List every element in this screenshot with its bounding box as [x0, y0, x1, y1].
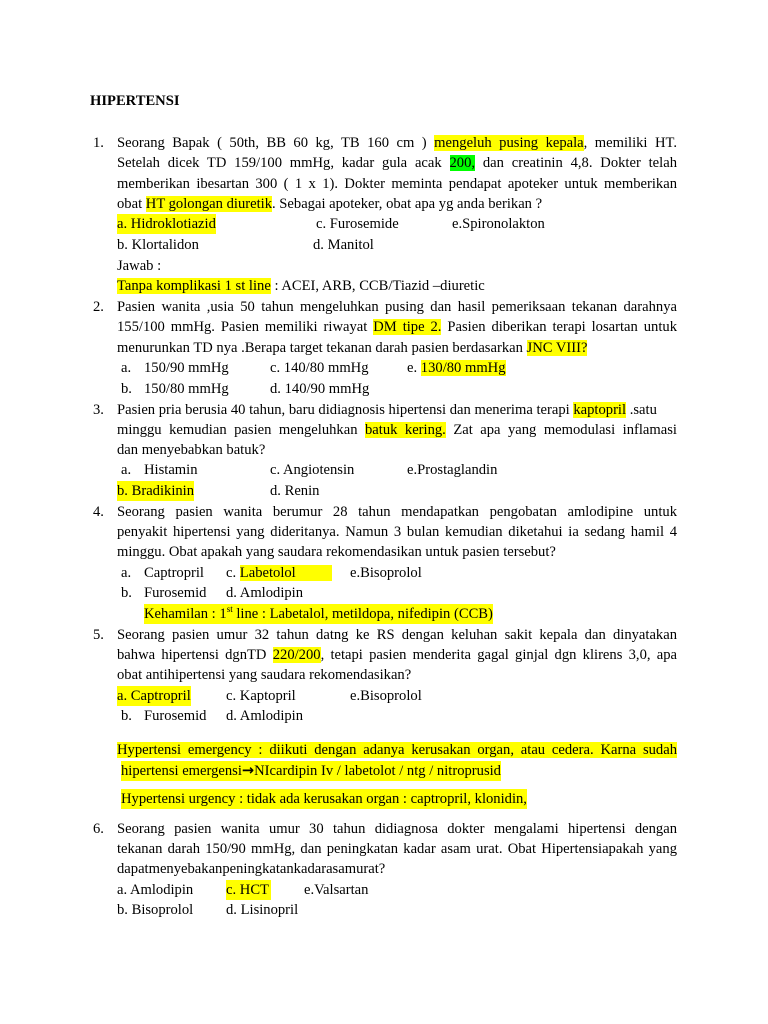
- text: , memiliki HT.: [583, 135, 677, 151]
- option-e: e.Bisoprolol: [350, 565, 422, 581]
- question-line: [117, 338, 587, 358]
- text: Setelah dicek TD 159/100 mmHg, kadar gula acak: [117, 155, 442, 171]
- highlight: mengeluh pusing kepala: [434, 135, 584, 151]
- option-d: d. Manitol: [313, 237, 374, 253]
- option-a-answer: a. Hidroklotiazid: [117, 216, 216, 232]
- highlight-green: 200,: [449, 155, 476, 171]
- question-line: obat antihipertensi yang saudara rekomendasikan?: [117, 667, 412, 683]
- option-b-answer: b. Bradikinin: [117, 483, 195, 499]
- answer-note: [117, 276, 485, 296]
- option-c: c. 140/80 mmHg: [270, 360, 369, 376]
- option-d: d. Amlodipin: [226, 585, 304, 601]
- arrow-icon: →: [241, 762, 255, 779]
- text: Zat apa yang memodulasi inflamasi: [453, 422, 677, 438]
- option-b-label: b.: [121, 585, 132, 601]
- highlight: DM tipe 2.: [373, 319, 442, 335]
- question-number: 2.: [93, 299, 104, 315]
- option-a-label: a.: [121, 462, 132, 478]
- option-c: c. Kaptopril: [226, 688, 296, 704]
- text: dan creatinin 4,8. Dokter telah: [482, 155, 677, 171]
- superscript: st: [226, 604, 233, 615]
- question-line: penyakit hipertensi yang dideritanya. Namun 3 bulan kemudian diketahui ia sedang hamil 4: [117, 524, 677, 540]
- text: 155/100 mmHg. Pasien memiliki riwayat: [117, 319, 368, 335]
- option-b: Furosemid: [144, 708, 207, 724]
- highlight: 220/200: [272, 647, 321, 663]
- option-a: Captropril: [144, 565, 204, 581]
- option-e: e.Valsartan: [304, 882, 369, 898]
- page-title: HIPERTENSI: [90, 93, 180, 109]
- question-line: tekanan darah 150/90 mmHg, dan peningkatan kadar asam urat. Obat Hipertensiapakah yang: [117, 841, 677, 857]
- text: Kehamilan : 1: [144, 606, 227, 622]
- option-label: e.: [407, 360, 418, 376]
- text: hipertensi emergensi: [121, 763, 242, 779]
- question-line: [117, 153, 677, 173]
- option-c: [226, 563, 332, 583]
- text: .satu: [629, 402, 657, 418]
- text: menurunkan TD nya .Berapa target tekanan darah pasien berdasarkan: [117, 340, 523, 356]
- text: , tetapi pasien menderita gagal ginjal dgn klirens 3,0, apa: [320, 647, 678, 663]
- question-line: memberikan ibesartan 300 ( 1 x 1). Dokter meminta pendapat apoteker untuk memberikan: [117, 176, 677, 192]
- option-label: c.: [226, 565, 237, 581]
- option-b: Furosemid: [144, 585, 207, 601]
- option-a: 150/90 mmHg: [144, 360, 229, 376]
- option-b-label: b.: [121, 381, 132, 397]
- text: bahwa hipertensi dgnTD: [117, 647, 267, 663]
- option-answer: Labetolol: [240, 565, 332, 581]
- question-line: [117, 133, 677, 153]
- option-e: e.Prostaglandin: [407, 462, 498, 478]
- highlight: JNC VIII?: [526, 340, 588, 356]
- answer-note: [144, 604, 493, 624]
- question-number: 3.: [93, 402, 104, 418]
- option-a-answer: a. Captropril: [117, 688, 191, 704]
- question-line: Seorang pasien umur 32 tahun datng ke RS dengan keluhan sakit kepala dan dinyatakan: [117, 627, 677, 643]
- text: Pasien pria berusia 40 tahun, baru didiagnosis hipertensi dan menerima terapi: [117, 402, 570, 418]
- question-number: 6.: [93, 821, 104, 837]
- question-line: minggu. Obat apakah yang saudara rekomendasikan untuk pasien tersebut?: [117, 544, 556, 560]
- question-line: dapatmenyebakanpeningkatankadarasamurat?: [117, 861, 386, 877]
- question-line: dan menyebabkan batuk?: [117, 442, 266, 458]
- text: . Sebagai apoteker, obat apa yg anda berikan ?: [272, 196, 543, 212]
- question-line: [117, 645, 677, 665]
- option-d: d. Renin: [270, 483, 320, 499]
- option-c: c. Furosemide: [316, 216, 399, 232]
- option-a-label: a.: [121, 565, 132, 581]
- option-answer: 130/80 mmHg: [420, 360, 506, 376]
- question-line: Pasien wanita ,usia 50 tahun mengeluhkan pusing dan hasil pemeriksaan tekanan darahnya: [117, 299, 677, 315]
- text: minggu kemudian pasien mengeluhkan: [117, 422, 358, 438]
- highlight: batuk kering.: [364, 422, 446, 438]
- highlight: HT golongan diuretik: [145, 196, 272, 212]
- note-line: [117, 740, 677, 760]
- highlight: Tanpa komplikasi 1 st line: [117, 278, 271, 294]
- option-a-label: a.: [121, 360, 132, 376]
- question-line: Seorang pasien wanita berumur 28 tahun mendapatkan pengobatan amlodipine untuk: [117, 504, 677, 520]
- option-b: 150/80 mmHg: [144, 381, 229, 397]
- option-d: d. Lisinopril: [226, 902, 299, 918]
- question-line: [117, 400, 657, 420]
- option-d: d. 140/90 mmHg: [270, 381, 370, 397]
- answer-label: Jawab :: [117, 258, 162, 274]
- option-b: b. Klortalidon: [117, 237, 199, 253]
- option-b-label: b.: [121, 708, 132, 724]
- option-a: Histamin: [144, 462, 198, 478]
- text: NIcardipin Iv / labetolot / ntg / nitroprusid: [254, 763, 501, 779]
- question-line: [117, 317, 677, 337]
- question-line: [117, 194, 542, 214]
- question-number: 4.: [93, 504, 104, 520]
- option-e: e.Spironolakton: [452, 216, 545, 232]
- urgency-note: Hypertensi urgency : tidak ada kerusakan organ : captropril, klonidin,: [121, 791, 527, 807]
- option-b: b. Bisoprolol: [117, 902, 194, 918]
- text: : ACEI, ARB, CCB/Tiazid –diuretic: [270, 278, 485, 294]
- question-line: Seorang pasien wanita umur 30 tahun didiagnosa dokter mengalami hipertensi dengan: [117, 821, 677, 837]
- text: line : Labetalol, metildopa, nifedipin (CCB): [232, 606, 493, 622]
- question-number: 5.: [93, 627, 104, 643]
- text: obat: [117, 196, 143, 212]
- question-number: 1.: [93, 135, 104, 151]
- highlight: kaptopril: [573, 402, 627, 418]
- option-d: d. Amlodipin: [226, 708, 304, 724]
- text: Seorang Bapak ( 50th, BB 60 kg, TB 160 cm ): [117, 135, 427, 151]
- option-c: c. Angiotensin: [270, 462, 355, 478]
- highlight: Hypertensi emergency : diikuti dengan adanya kerusakan organ, atau cedera. Karna sudah: [117, 742, 677, 758]
- option-a: a. Amlodipin: [117, 882, 194, 898]
- option-e: [407, 358, 506, 378]
- question-line: [117, 420, 677, 440]
- option-c-answer: c. HCT: [226, 882, 269, 898]
- note-line: [121, 761, 501, 781]
- option-e: e.Bisoprolol: [350, 688, 422, 704]
- text: Pasien diberikan terapi losartan untuk: [447, 319, 677, 335]
